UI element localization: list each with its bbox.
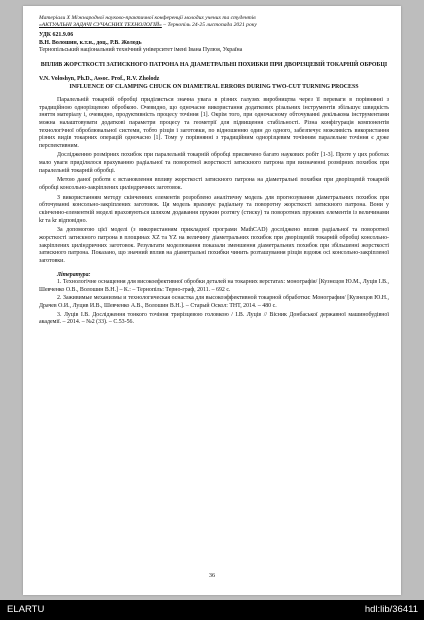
references-list xyxy=(39,279,389,327)
udk-code: УДК 621.9.06 xyxy=(39,32,74,38)
reference-item: 1. Технологічне оснащення для високоефективної обробки деталей на токарних верстатах: монографія/ [Кузнєцов Ю.М., Луців І.В., Шевченко О.В., Волошин В.Н.] – К.: – Тернопіль: Терно-граф, 2011. – 692 с. xyxy=(39,279,389,293)
paper-body xyxy=(39,97,389,266)
repository-label: ELARTU xyxy=(7,604,45,615)
body-paragraph: За допомогою цієї моделі (з використанням прикладної програми MathCAD) досліджено вплив радіальної та поворотної жорсткості затискного патрона в площинах XZ та YZ на величину діаметральних похибок при дворізцевій токарній обробці консольно-закріплених циліндричних заготовок. Результати моделювання показали зменшення діаметральних похибок при збільшенні жорсткості затискного патрона. Показано, що значний вплив на діаметральні похибки чинить розташування різців вздовж осі консольно-закріпленої заготовки. xyxy=(39,227,389,265)
body-paragraph: Паралельній токарній обробці приділяється значна увага в різних галузях виробництва через її переваги в порівнянні з традиційною однорізцевою обробкою. Очевидно, що одночасне використання додаткових різальних інструментів збільшує швидкість зняття матеріалу і, очевидно, продуктивність процесу точіння [1]. Окрім того, при одночасному обточуванні декількома інструментами можна налаштовувати додаткові параметри процесу та геометрії для підвищення стабільності. Різна конфігурація компонентів технологічної оброблювальної системи, тобто різців і заготовки, по відношенню один до одного, забезпечує можливість використання різних видів токарних операцій одночасно [1]. Тому у порівнянні з традиційним однорізцевим точінням паралельне точіння є дуже перспективним. xyxy=(39,96,389,149)
authors: В.Н. Волошин, к.т.н., доц., Р.В. Жолодь xyxy=(39,39,142,46)
body-paragraph: Дослідженню розмірних похибок при паралельній токарній обробці присвячено багато наукових робіт [1-3]. Проте у цих роботах мало уваги приділялося врахуванню радіальної та поворотної жорсткості затискного патрона при визначенні розмірних похибок при паралельній токарній обробці. xyxy=(39,152,389,174)
english-authors: V.N. Voloshyn, Ph.D., Assoc. Prof., R.V. Zholodz xyxy=(39,76,160,83)
body-paragraph: З використанням методу скінченних елементів розроблено аналітичну модель для прогнозування діаметральних похибок при обточуванні консольно-закріплених заготовок. Ця модель враховує радіальну та поворотну жорсткості затискного патрона. Вони у скінченно-елементній моделі враховуються шляхом додавання пружин розтягу (стиску) та поворотних пружних елементів із величинами kr та kr відповідно. xyxy=(39,194,389,224)
paper-title: ВПЛИВ ЖОРСТКОСТІ ЗАТИСКНОГО ПАТРОНА НА ДІАМЕТРАЛЬНІ ПОХИБКИ ПРИ ДВОРІЗЦЕВІЙ ТОКАРНІЙ ОБРОБЦІ xyxy=(40,61,388,68)
references-heading: Література: xyxy=(57,271,91,278)
document-page xyxy=(23,6,401,595)
conference-date: – Тернопіль 24-25 листопада 2021 року xyxy=(161,22,257,28)
handle-identifier[interactable]: hdl:lib/36411 xyxy=(364,604,418,615)
page-number: 36 xyxy=(208,572,216,579)
viewer-footer-bar xyxy=(0,600,424,620)
english-title: INFLUENCE OF CLAMPING CHUCK ON DIAMETRAL ERRORS DURING TWO-CUT TURNING PROCESS xyxy=(69,83,359,90)
affiliation: Тернопільський національний технічний університет імені Івана Пулюя, Україна xyxy=(39,47,243,54)
conference-title: «АКТУАЛЬНІ ЗАДАЧІ СУЧАСНИХ ТЕХНОЛОГІЙ» xyxy=(39,22,162,28)
header-line-2 xyxy=(39,22,389,29)
page-content xyxy=(39,15,389,328)
body-paragraph: Метою даної роботи є встановлення впливу жорсткості затискного патрона на діаметральні похибки при дворізцевій токарній обробці консольно-закріплених циліндричних заготовок. xyxy=(39,177,389,192)
reference-item: 3. Луців І.В. Дослідження тонкого точіння трирізцевою головкою / І.В. Луців // Вісник Донбаської державної машинобудівної академії. – 2014. – №2 (33). – С.53-56. xyxy=(39,311,389,326)
reference-item: 2. Заживимые механизмы и технологическая оснастка для высокоэффективной токарной обработки: Монография/ [Кузнецов Ю.Н., Драчев О.И., Луцив И.В., Шевченко А.В., Волошин В.Н.]. – Старый Оскол: ТНТ, 2014. – 480 с. xyxy=(39,295,389,310)
header-line-1: Матеріали Х Міжнародної науково-практичної конференції молодих учених та студентів xyxy=(39,15,256,21)
running-header xyxy=(39,15,389,29)
